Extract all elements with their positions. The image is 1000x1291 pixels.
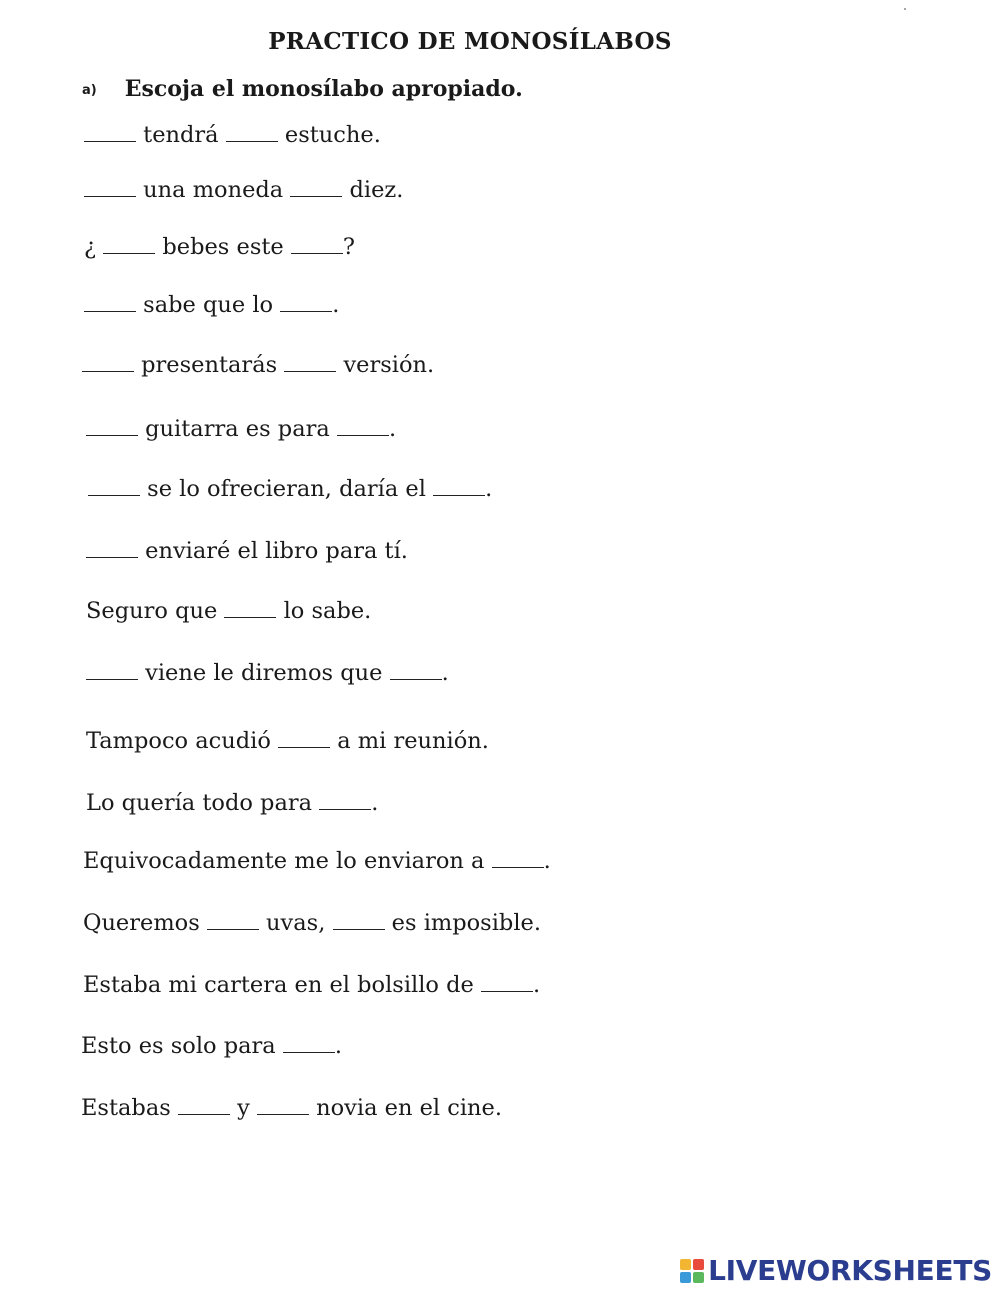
sentence-text: diez. [342,177,404,203]
sentence-text: y [229,1095,257,1121]
sentence-5 [82,354,434,377]
blank-field[interactable] [291,249,343,254]
sentence-16 [81,1035,342,1058]
logo-icon [680,1259,704,1283]
sentence-text: . [388,416,397,442]
sentence-text: versión. [336,352,435,378]
sentence-text: Queremos [83,910,207,936]
sentence-text: bebes este [155,234,291,260]
sentence-text: tendrá [136,122,226,148]
blank-field[interactable] [207,925,259,930]
sentence-text: Equivocadamente me lo enviaron a [83,848,492,874]
blank-field[interactable] [84,307,136,312]
sentence-text: . [371,790,379,816]
blank-field[interactable] [257,1110,309,1115]
sentence-text: a mi reunión. [330,728,489,754]
sentence-text: Tampoco acudió [86,728,279,754]
blank-field[interactable] [82,367,134,372]
sentence-17 [81,1097,502,1120]
sentence-text: . [334,1033,343,1059]
sentence-text: sabe que lo [136,292,281,318]
blank-field[interactable] [88,491,140,496]
sentence-4 [84,294,339,317]
blank-field[interactable] [283,1048,335,1053]
instruction-text: Escoja el monosílabo apropiado. [124,76,523,102]
sentence-text: estuche. [277,122,381,148]
blank-field[interactable] [84,192,136,197]
sentence-text: presentarás [134,352,285,378]
blank-field[interactable] [433,491,485,496]
blank-field[interactable] [178,1110,230,1115]
sentence-text: . [441,660,449,686]
sentence-text: una moneda [136,177,291,203]
sentence-text: . [332,292,340,318]
blank-field[interactable] [390,675,442,680]
scan-speck [904,8,906,10]
blank-field[interactable] [290,192,342,197]
logo-text: LIVEWORKSHEETS [708,1254,992,1287]
blank-field[interactable] [280,307,332,312]
sentence-14 [83,912,541,935]
blank-field[interactable] [86,431,138,436]
blank-field[interactable] [278,743,330,748]
sentence-text: Esto es solo para [81,1033,283,1059]
liveworksheets-logo [680,1254,992,1287]
sentence-8 [86,540,408,563]
sentence-text: Estabas [81,1095,178,1121]
sentence-text: ? [342,234,355,260]
sentence-15 [83,974,540,997]
sentence-text: Lo quería todo para [86,790,320,816]
blank-field[interactable] [84,137,136,142]
blank-field[interactable] [86,675,138,680]
sentence-3 [84,236,355,259]
blank-field[interactable] [319,805,371,810]
instruction [82,76,523,102]
blank-field[interactable] [481,987,533,992]
blank-field[interactable] [337,431,389,436]
sentence-9 [86,600,371,623]
sentence-13 [83,850,551,873]
instruction-marker: a) [82,82,97,98]
sentence-text: . [533,972,541,998]
sentence-text: ¿ [84,234,104,260]
sentence-text: viene le diremos que [138,660,390,686]
sentence-text: guitarra es para [138,416,337,442]
worksheet-title: PRACTICO DE MONOSÍLABOS [268,28,672,55]
sentence-text: enviaré el libro para tí. [138,538,408,564]
sentence-text: uvas, [258,910,333,936]
sentence-7 [88,478,492,501]
blank-field[interactable] [86,553,138,558]
sentence-12 [86,792,378,815]
blank-field[interactable] [284,367,336,372]
sentence-10 [86,662,449,685]
sentence-11 [86,730,489,753]
blank-field[interactable] [226,137,278,142]
blank-field[interactable] [103,249,155,254]
blank-field[interactable] [224,613,276,618]
sentence-text: novia en el cine. [308,1095,503,1121]
sentence-text: lo sabe. [276,598,372,624]
sentence-text: es imposible. [384,910,541,936]
blank-field[interactable] [333,925,385,930]
sentence-6 [86,418,396,441]
sentence-1 [84,124,381,147]
sentence-text: . [485,476,493,502]
sentence-text: . [543,848,551,874]
sentence-text: Seguro que [86,598,225,624]
sentence-text: Estaba mi cartera en el bolsillo de [83,972,482,998]
sentence-2 [84,179,403,202]
blank-field[interactable] [492,863,544,868]
sentence-text: se lo ofrecieran, daría el [140,476,434,502]
